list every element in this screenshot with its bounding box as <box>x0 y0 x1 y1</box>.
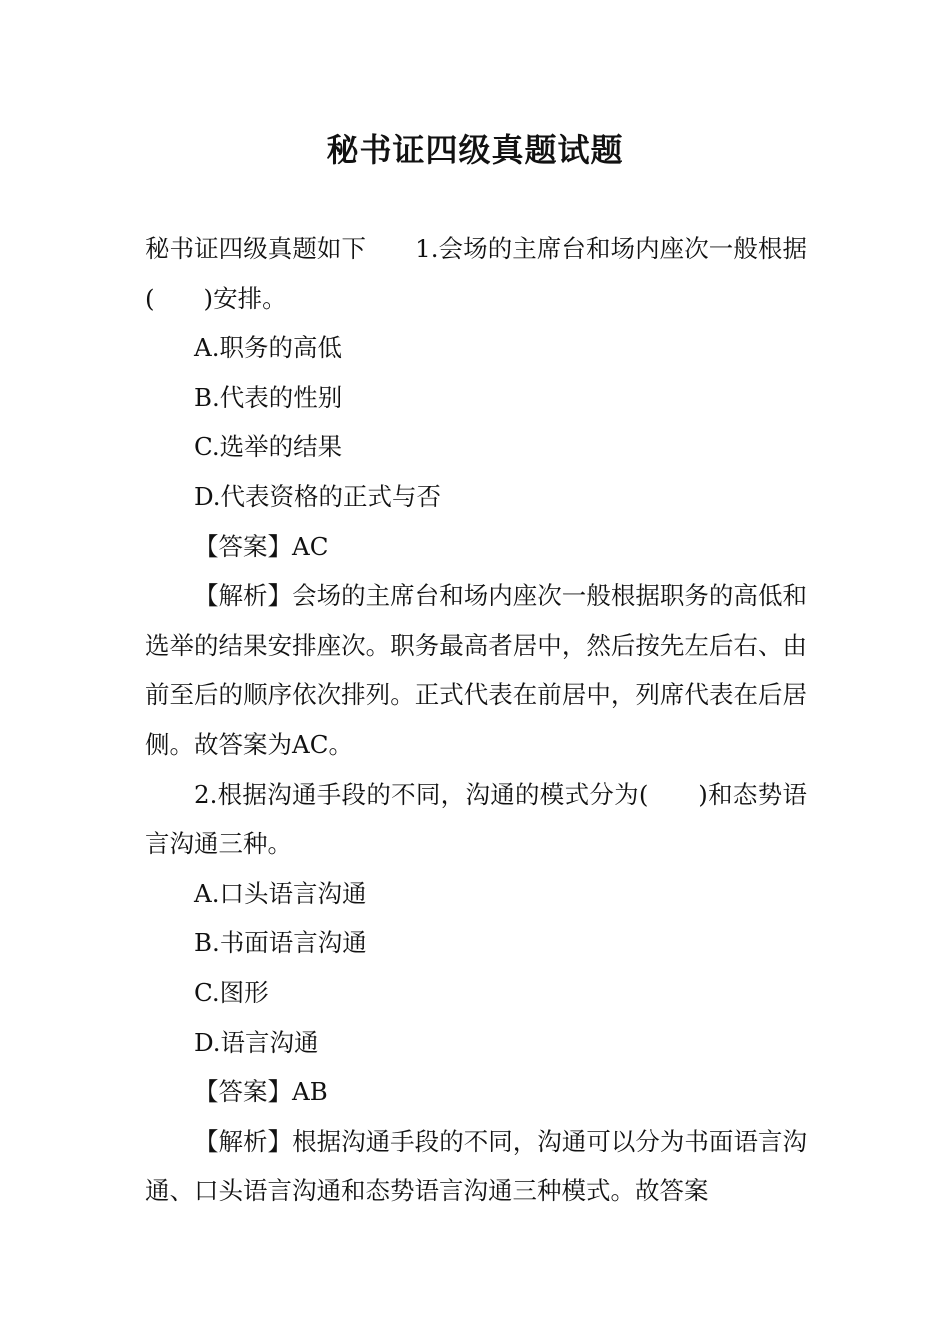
document-body <box>145 224 807 1216</box>
q2-option-a: A.口头语言沟通 <box>194 878 367 908</box>
intro-paragraph: 秘书证四级真题如下 1.会场的主席台和场内座次一般根据( )安排。 <box>145 234 807 313</box>
q1-answer: 【答案】AC <box>194 531 329 561</box>
q2-option-b: B.书面语言沟通 <box>194 928 367 958</box>
q1-option-d: D.代表资格的正式与否 <box>194 481 442 511</box>
page-title: 秘书证四级真题试题 <box>326 131 624 169</box>
q1-option-c: C.选举的结果 <box>194 432 343 462</box>
q2-analysis: 【解析】根据沟通手段的不同，沟通可以分为书面语言沟通、口头语言沟通和态势语言沟通三种模式。故答案 <box>145 1126 807 1206</box>
q2-question: 2.根据沟通手段的不同，沟通的模式分为( )和态势语言沟通三种。 <box>145 779 807 859</box>
q2-option-c: C.图形 <box>194 977 269 1007</box>
q1-analysis: 【解析】会场的主席台和场内座次一般根据职务的高低和选举的结果安排座次。职务最高者居中，然后按先左后右、由前至后的顺序依次排列。正式代表在前居中，列席代表在后居侧。故答案为AC。 <box>145 581 807 759</box>
q1-option-b: B.代表的性别 <box>194 382 343 412</box>
q2-answer: 【答案】AB <box>194 1077 328 1107</box>
q2-option-d: D.语言沟通 <box>194 1027 319 1057</box>
q1-option-a: A.职务的高低 <box>194 333 342 363</box>
